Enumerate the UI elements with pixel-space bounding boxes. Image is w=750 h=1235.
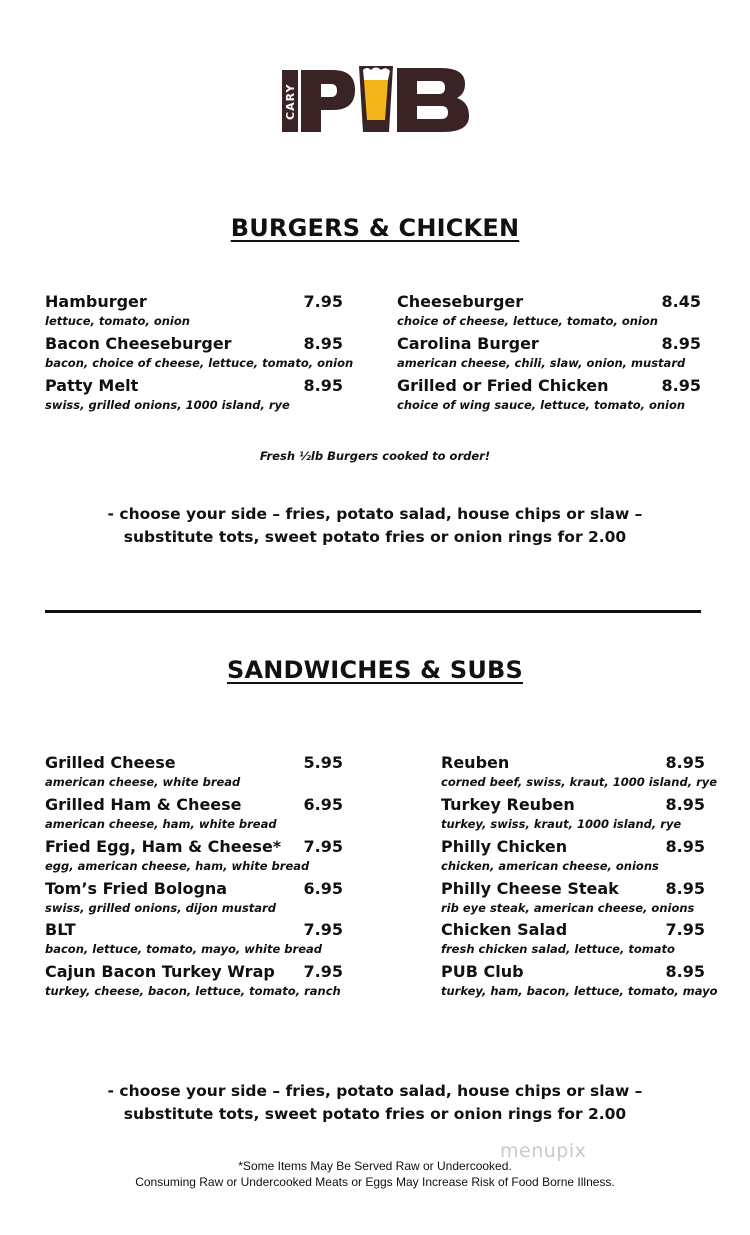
beer-liquid-icon — [364, 80, 388, 120]
item-price: 8.95 — [665, 795, 705, 814]
item-description: bacon, lettuce, tomato, mayo, white bread — [45, 942, 322, 956]
item-price: 6.95 — [303, 879, 343, 898]
item-price: 7.95 — [303, 837, 343, 856]
sides-line-2: substitute tots, sweet potato fries or onion rings for 2.00 — [123, 1105, 627, 1123]
item-price: 6.95 — [303, 795, 343, 814]
item-description: fresh chicken salad, lettuce, tomato — [441, 942, 675, 956]
item-description: american cheese, chili, slaw, onion, mustard — [397, 356, 686, 370]
sandwiches-sides-info — [0, 1080, 750, 1126]
sides-line-1: - choose your side – fries, potato salad, house chips or slaw – — [107, 505, 643, 523]
sides-line-1: - choose your side – fries, potato salad, house chips or slaw – — [107, 1082, 643, 1100]
logo-cary-text: CARY — [284, 83, 297, 120]
item-name: Fried Egg, Ham & Cheese* — [45, 837, 282, 856]
item-price: 8.45 — [661, 292, 701, 311]
section-divider — [45, 610, 701, 613]
item-price: 8.95 — [661, 376, 701, 395]
item-name: Bacon Cheeseburger — [45, 334, 232, 353]
item-description: swiss, grilled onions, 1000 island, rye — [45, 398, 290, 412]
item-description: american cheese, ham, white bread — [45, 817, 277, 831]
item-price: 8.95 — [665, 837, 705, 856]
item-description: bacon, choice of cheese, lettuce, tomato, onion — [45, 356, 354, 370]
item-description: choice of cheese, lettuce, tomato, onion — [397, 314, 658, 328]
item-name: Patty Melt — [45, 376, 139, 395]
item-price: 8.95 — [665, 879, 705, 898]
item-name: Hamburger — [45, 292, 147, 311]
item-description: chicken, american cheese, onions — [441, 859, 659, 873]
item-name: Reuben — [441, 753, 510, 772]
item-name: Cheeseburger — [397, 292, 524, 311]
item-name: Chicken Salad — [441, 920, 568, 939]
item-name: Grilled or Fried Chicken — [397, 376, 609, 395]
item-name: Cajun Bacon Turkey Wrap — [45, 962, 275, 981]
logo-letter-b — [397, 68, 469, 132]
sandwiches-section-title: SANDWICHES & SUBS — [226, 656, 524, 684]
item-price: 7.95 — [665, 920, 705, 939]
item-price: 5.95 — [303, 753, 343, 772]
item-price: 8.95 — [661, 334, 701, 353]
item-name: Grilled Cheese — [45, 753, 176, 772]
item-description: lettuce, tomato, onion — [45, 314, 190, 328]
sides-line-2: substitute tots, sweet potato fries or onion rings for 2.00 — [123, 528, 627, 546]
item-name: Carolina Burger — [397, 334, 539, 353]
item-name: Tom’s Fried Bologna — [45, 879, 228, 898]
item-price: 7.95 — [303, 962, 343, 981]
item-price: 8.95 — [303, 376, 343, 395]
menupix-watermark: menupix — [500, 1140, 587, 1162]
item-description: american cheese, white bread — [45, 775, 241, 789]
burgers-section-title: BURGERS & CHICKEN — [230, 214, 520, 242]
item-description: turkey, ham, bacon, lettuce, tomato, mayo — [441, 984, 718, 998]
item-name: Grilled Ham & Cheese — [45, 795, 242, 814]
item-price: 8.95 — [303, 334, 343, 353]
item-name: PUB Club — [441, 962, 524, 981]
item-description: turkey, cheese, bacon, lettuce, tomato, ranch — [45, 984, 341, 998]
item-name: Philly Cheese Steak — [441, 879, 619, 898]
burgers-sides-info — [0, 503, 750, 549]
item-name: Turkey Reuben — [441, 795, 575, 814]
food-safety-disclaimer — [0, 1158, 750, 1190]
item-price: 8.95 — [665, 962, 705, 981]
item-description: egg, american cheese, ham, white bread — [45, 859, 310, 873]
logo-letter-p — [301, 70, 355, 132]
item-description: corned beef, swiss, kraut, 1000 island, rye — [441, 775, 718, 789]
logo-graphic — [281, 64, 473, 136]
item-name: Philly Chicken — [441, 837, 568, 856]
cary-pub-logo — [281, 64, 473, 136]
item-price: 7.95 — [303, 920, 343, 939]
item-name: BLT — [45, 920, 76, 939]
item-description: choice of wing sauce, lettuce, tomato, onion — [397, 398, 686, 412]
burgers-note: Fresh ½lb Burgers cooked to order! — [259, 449, 491, 463]
disclaimer-line-1: *Some Items May Be Served Raw or Undercooked. — [238, 1159, 512, 1173]
item-description: turkey, swiss, kraut, 1000 island, rye — [441, 817, 682, 831]
item-price: 8.95 — [665, 753, 705, 772]
item-description: swiss, grilled onions, dijon mustard — [45, 901, 276, 915]
item-description: rib eye steak, american cheese, onions — [441, 901, 695, 915]
disclaimer-line-2: Consuming Raw or Undercooked Meats or Eggs May Increase Risk of Food Borne Illness. — [135, 1175, 615, 1189]
item-price: 7.95 — [303, 292, 343, 311]
beer-foam-icon — [363, 68, 390, 81]
